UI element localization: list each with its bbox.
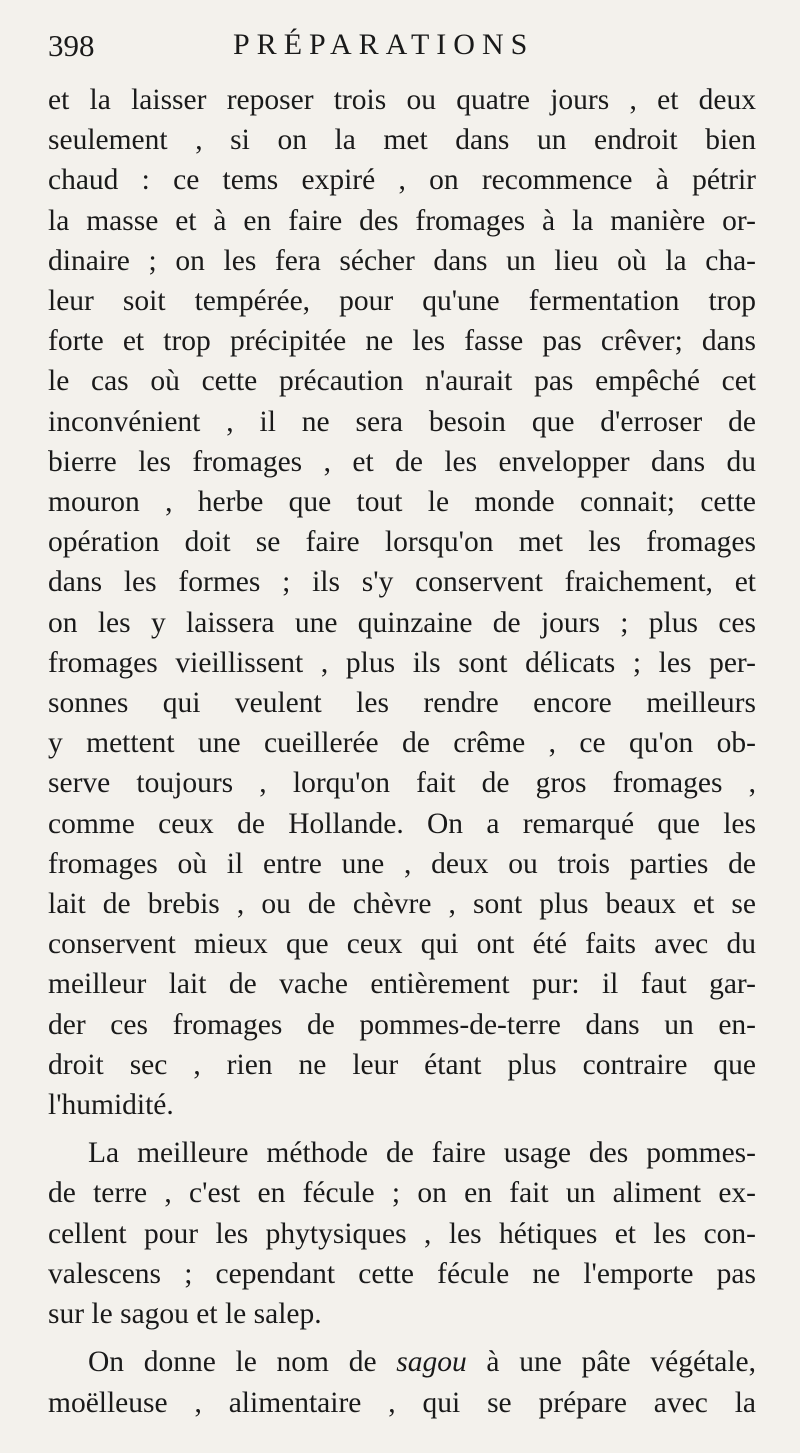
text-line: serve toujours , lorqu'on fait de gros fromages ,: [48, 767, 756, 800]
body-text: [48, 80, 756, 1423]
text-line: cellent pour les phytysiques , les hétiques et les con-: [48, 1217, 756, 1250]
text-line: La meilleure méthode de faire usage des pommes-: [88, 1137, 756, 1170]
text-line: dinaire ; on les fera sécher dans un lieu où la cha-: [48, 244, 756, 277]
text-line: dans les formes ; ils s'y conservent fraichement, et: [48, 566, 756, 599]
page-number: 398: [48, 28, 95, 63]
text-line: comme ceux de Hollande. On a remarqué que les: [48, 807, 756, 840]
text-line: chaud : ce tems expiré , on recommence à pétrir: [48, 164, 756, 197]
text-line: seulement , si on la met dans un endroit bien: [48, 124, 756, 157]
text-line: droit sec , rien ne leur étant plus contraire que: [48, 1048, 756, 1081]
text-line: [48, 1342, 756, 1382]
text-line: y mettent une cueillerée de crême , ce qu'on ob-: [48, 727, 756, 760]
text-line: conservent mieux que ceux qui ont été faits avec du: [48, 928, 756, 961]
text-line: leur soit tempérée, pour qu'une fermentation trop: [48, 285, 756, 318]
text-line: lait de brebis , ou de chèvre , sont plus beaux et se: [48, 888, 756, 921]
text-line: opération doit se faire lorsqu'on met les fromages: [48, 526, 756, 559]
text-line: fromages où il entre une , deux ou trois parties de: [48, 847, 756, 880]
text-line: mouron , herbe que tout le monde connait; cette: [48, 486, 756, 519]
text-line: valescens ; cependant cette fécule ne l'emporte pas: [48, 1257, 756, 1290]
text-line: de terre , c'est en fécule ; on en fait un aliment ex-: [48, 1177, 756, 1210]
text-line: fromages vieillissent , plus ils sont délicats ; les per-: [48, 646, 756, 679]
text-line: der ces fromages de pommes-de-terre dans un en-: [48, 1008, 756, 1041]
text-line: sonnes qui veulent les rendre encore meilleurs: [48, 687, 756, 720]
text-line: la masse et à en faire des fromages à la manière or-: [48, 204, 756, 237]
text-line: et la laisser reposer trois ou quatre jours , et deux: [48, 84, 756, 116]
text-line: le cas où cette précaution n'aurait pas empêché cet: [48, 365, 756, 398]
text-line: meilleur lait de vache entièrement pur: il faut gar-: [48, 968, 756, 1001]
paragraph-3: [48, 1342, 756, 1422]
text-span: On donne le nom de: [88, 1346, 397, 1379]
text-span: à une pâte végétale,: [466, 1346, 756, 1379]
italic-term: sagou: [396, 1346, 467, 1379]
text-line: inconvénient , il ne sera besoin que d'erroser de: [48, 405, 756, 438]
text-line: on les y laissera une quinzaine de jours ; plus ces: [48, 606, 756, 639]
text-line: forte et trop précipitée ne les fasse pas crêver; dans: [48, 325, 756, 358]
paragraph-1: [48, 80, 756, 1125]
text-line: sur le sagou et le salep.: [48, 1298, 322, 1331]
text-line: l'humidité.: [48, 1089, 174, 1122]
running-head: PRÉPARATIONS: [233, 28, 535, 61]
paragraph-2: [48, 1133, 756, 1334]
page-header: [48, 28, 756, 80]
text-line: bierre les fromages , et de les envelopper dans du: [48, 445, 756, 478]
text-line: moëlleuse , alimentaire , qui se prépare avec la: [48, 1386, 756, 1419]
